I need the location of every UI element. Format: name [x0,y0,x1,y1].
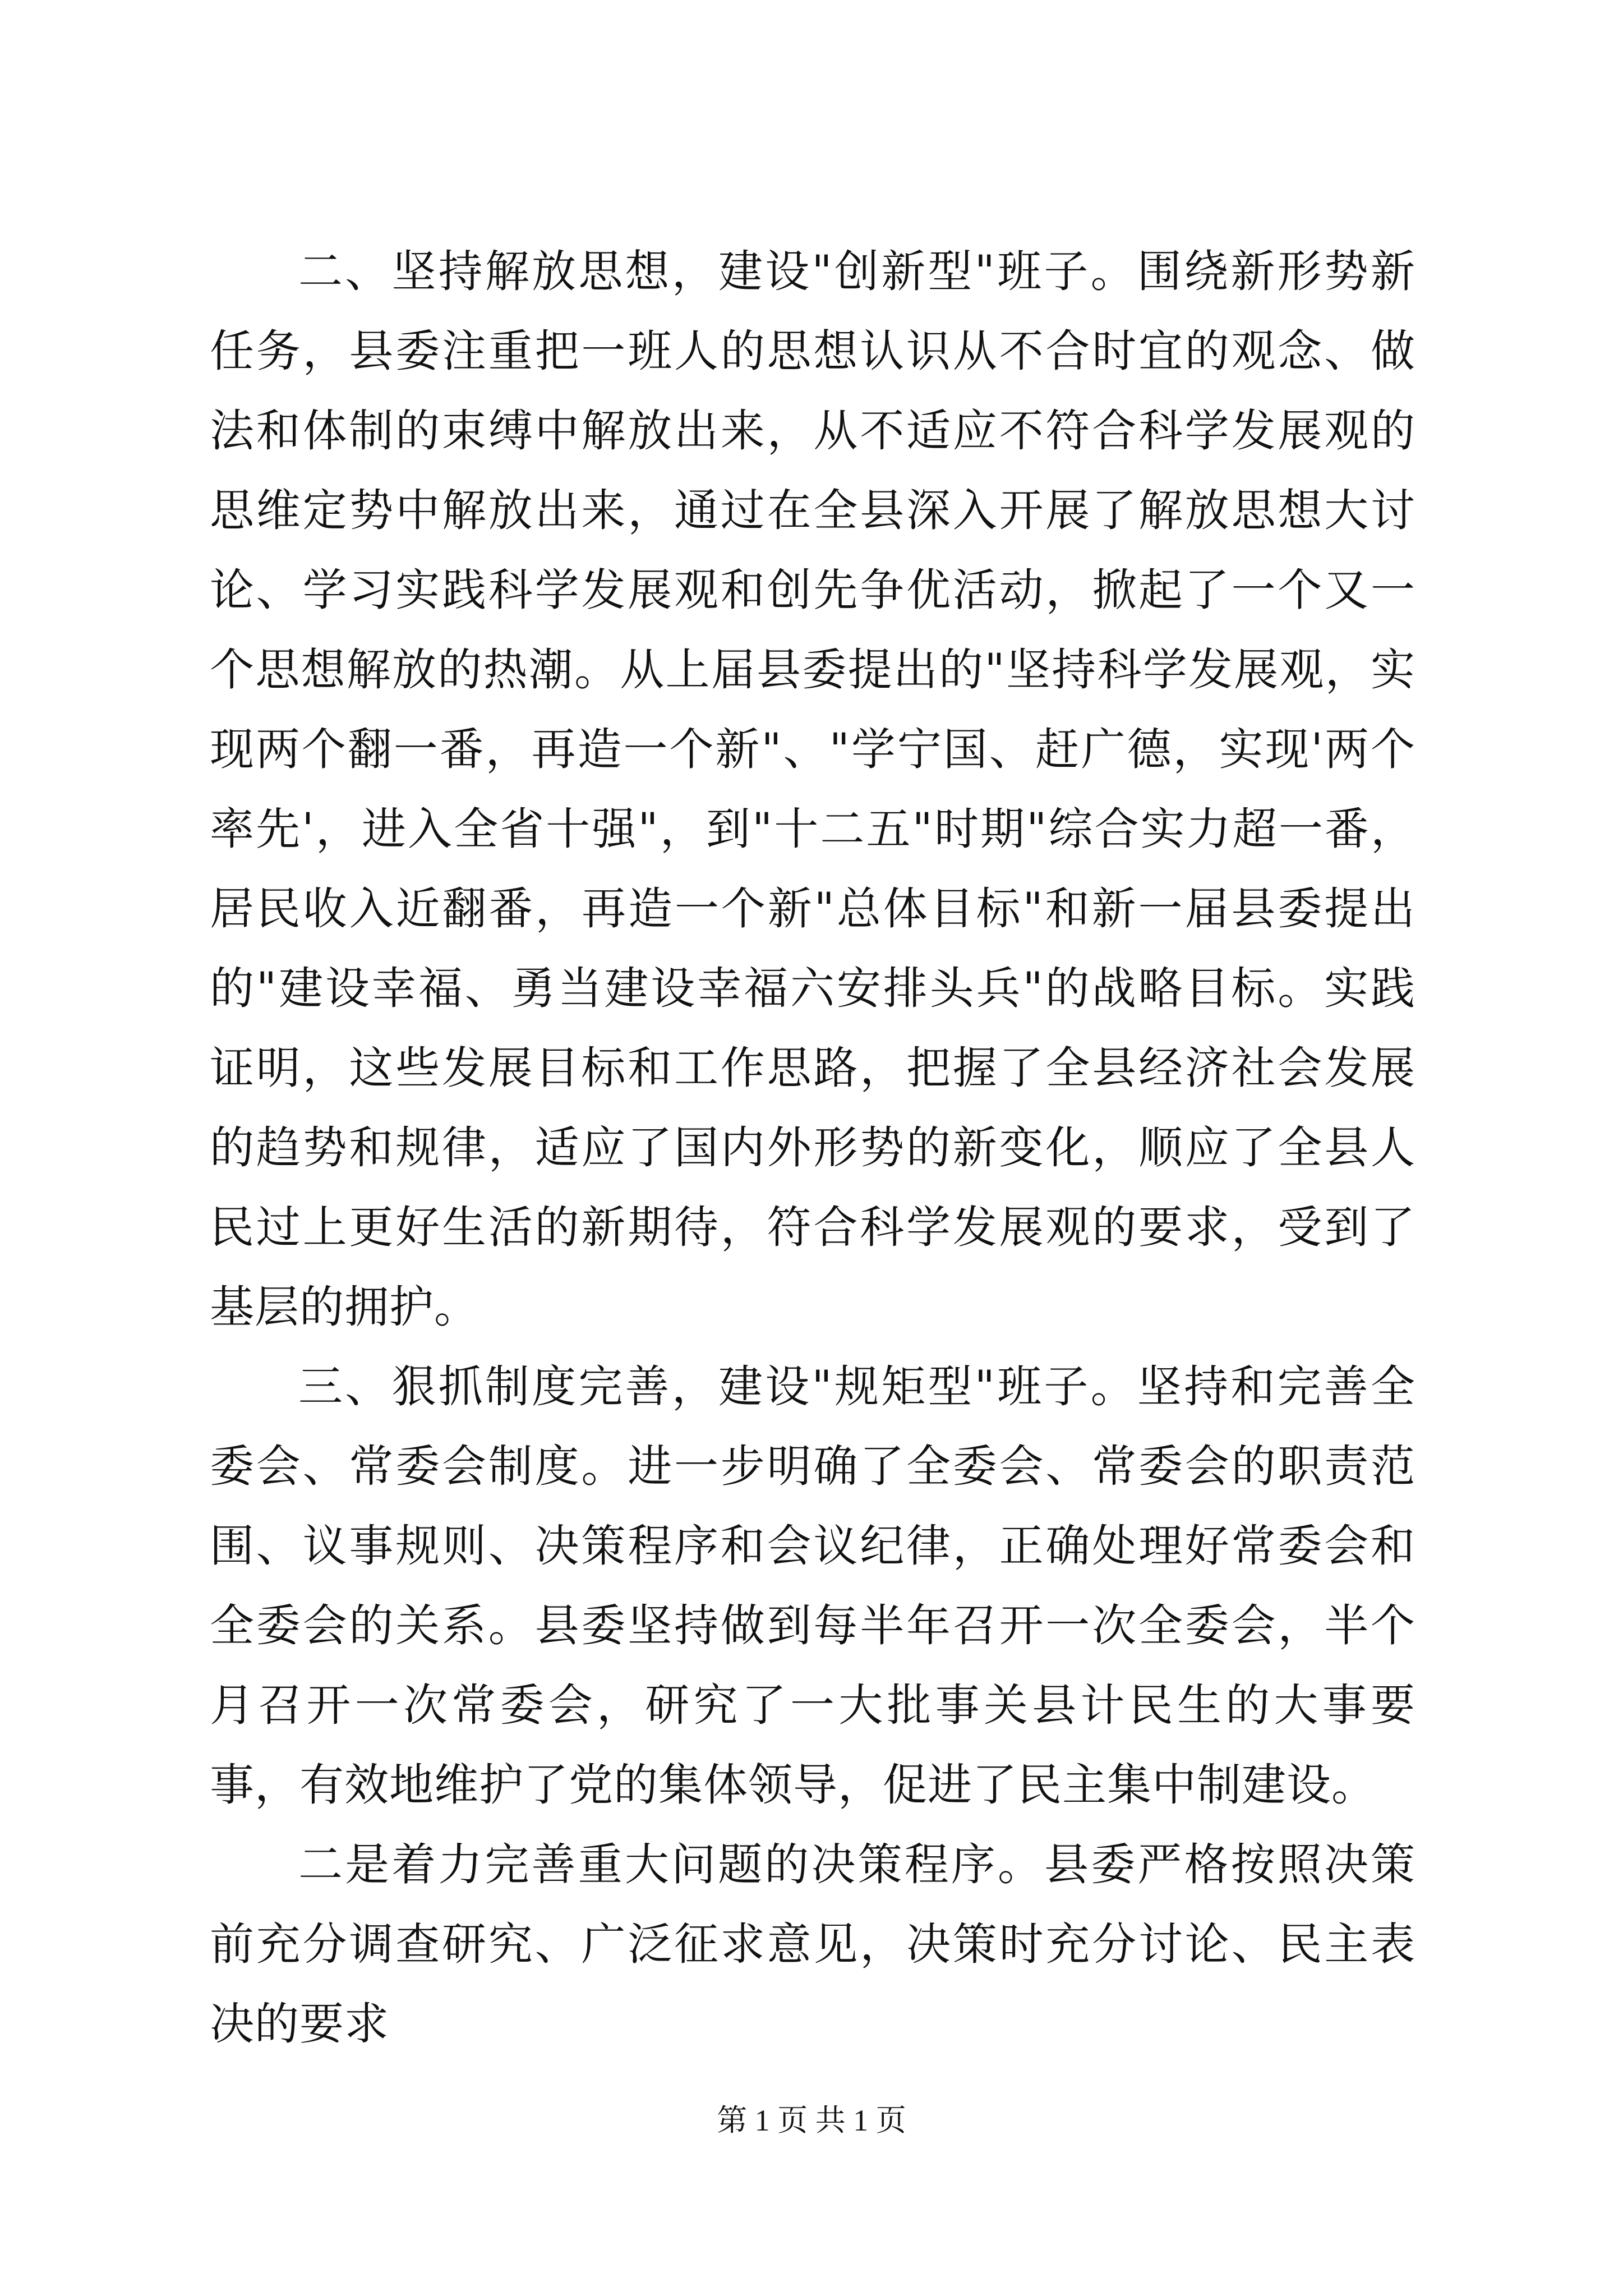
paragraph-decision-procedure: 二是着力完善重大问题的决策程序。县委严格按照决策前充分调查研究、广泛征求意见，决策时充分讨论、民主表决的要求 [210,1839,1415,2050]
paragraph-rules-team: 三、狠抓制度完善，建设"规矩型"班子。坚持和完善全委会、常委会制度。进一步明确了全委会、常委会的职责范围、议事规则、决策程序和会议纪律，正确处理好常委会和全委会的关系。县委坚持做到每半年召开一次全委会，半个月召开一次常委会，研究了一大批事关县计民生的大事要事，有效地维护了党的集体领导，促进了民主集中制建设。 [210,1361,1415,1811]
paragraph-innovative-team: 二、坚持解放思想，建设"创新型"班子。围绕新形势新任务，县委注重把一班人的思想认识从不合时宜的观念、做法和体制的束缚中解放出来，从不适应不符合科学发展观的思维定势中解放出来，通过在全县深入开展了解放思想大讨论、学习实践科学发展观和创先争优活动，掀起了一个又一个思想解放的热潮。从上届县委提出的"坚持科学发展观，实现两个翻一番，再造一个新"、"学宁国、赶广德，实现'两个率先'，进入全省十强"，到"十二五"时期"综合实力超一番，居民收入近翻番，再造一个新"总体目标"和新一届县委提出的"建设幸福、勇当建设幸福六安排头兵"的战略目标。实践证明，这些发展目标和工作思路，把握了全县经济社会发展的趋势和规律，适应了国内外形势的新变化，顺应了全县人民过上更好生活的新期待，符合科学发展观的要求，受到了基层的拥护。 [210,246,1415,1333]
document-body [210,232,1415,2064]
page-number-footer: 第 1 页 共 1 页 [717,2104,906,2137]
